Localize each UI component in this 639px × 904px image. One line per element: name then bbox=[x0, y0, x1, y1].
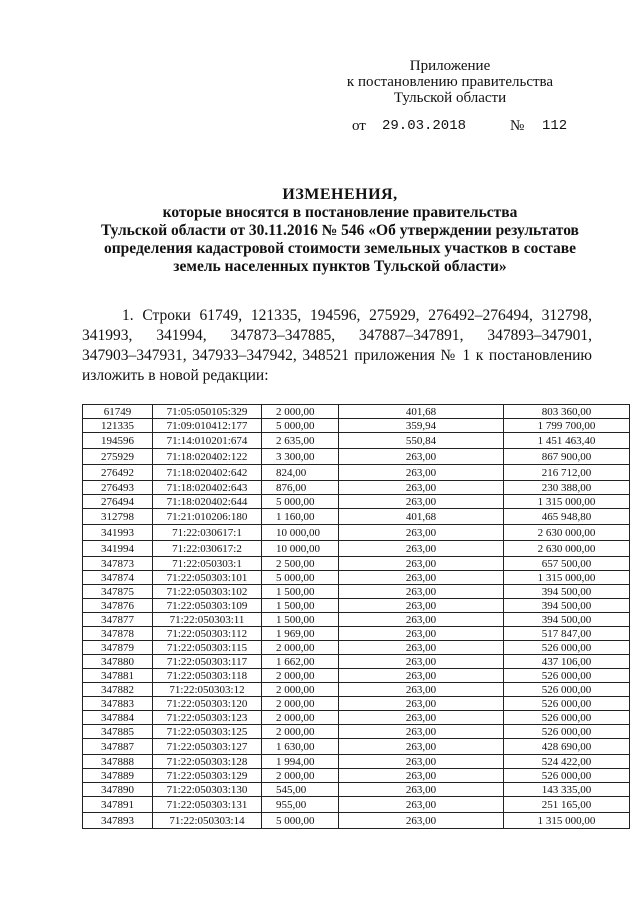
cadastral-number-cell: 71:22:050303:131 bbox=[153, 797, 262, 813]
area-cell: 1 969,00 bbox=[262, 627, 339, 641]
row-id-cell: 347893 bbox=[83, 813, 153, 829]
table-row bbox=[83, 571, 630, 585]
cadastral-value-cell: 2 630 000,00 bbox=[504, 525, 630, 541]
specific-value-cell: 550,84 bbox=[339, 433, 504, 449]
cadastral-number-cell: 71:22:050303:1 bbox=[153, 557, 262, 571]
specific-value-cell: 263,00 bbox=[339, 655, 504, 669]
cadastral-value-cell: 394 500,00 bbox=[504, 613, 630, 627]
area-cell: 2 000,00 bbox=[262, 769, 339, 783]
area-cell: 3 300,00 bbox=[262, 449, 339, 465]
specific-value-cell: 263,00 bbox=[339, 711, 504, 725]
cadastral-number-cell: 71:22:050303:115 bbox=[153, 641, 262, 655]
area-cell: 1 500,00 bbox=[262, 599, 339, 613]
appendix-line: Приложение bbox=[409, 58, 491, 74]
area-cell: 5 000,00 bbox=[262, 495, 339, 509]
area-cell: 10 000,00 bbox=[262, 525, 339, 541]
cadastral-number-cell: 71:18:020402:642 bbox=[153, 465, 262, 481]
cadastral-value-cell: 2 630 000,00 bbox=[504, 541, 630, 557]
table-row bbox=[83, 711, 630, 725]
row-id-cell: 347888 bbox=[83, 755, 153, 769]
cadastral-value-cell: 394 500,00 bbox=[504, 585, 630, 599]
table-row bbox=[83, 613, 630, 627]
cadastral-number-cell: 71:09:010412:177 bbox=[153, 419, 262, 433]
cadastral-number-cell: 71:22:050303:120 bbox=[153, 697, 262, 711]
cadastral-number-cell: 71:22:030617:1 bbox=[153, 525, 262, 541]
cadastral-value-cell: 216 712,00 bbox=[504, 465, 630, 481]
cadastral-value-cell: 526 000,00 bbox=[504, 683, 630, 697]
row-id-cell: 347875 bbox=[83, 585, 153, 599]
cadastral-value-cell: 526 000,00 bbox=[504, 669, 630, 683]
cadastral-number-cell: 71:18:020402:122 bbox=[153, 449, 262, 465]
cadastral-value-cell: 394 500,00 bbox=[504, 599, 630, 613]
cadastral-value-cell: 526 000,00 bbox=[504, 769, 630, 783]
specific-value-cell: 263,00 bbox=[339, 739, 504, 755]
row-id-cell: 276492 bbox=[83, 465, 153, 481]
area-cell: 876,00 bbox=[262, 481, 339, 495]
specific-value-cell: 263,00 bbox=[339, 557, 504, 571]
area-cell: 1 160,00 bbox=[262, 509, 339, 525]
appendix-line: к постановлению правительства bbox=[346, 74, 554, 90]
area-cell: 1 500,00 bbox=[262, 585, 339, 599]
area-cell: 824,00 bbox=[262, 465, 339, 481]
table-row bbox=[83, 433, 630, 449]
specific-value-cell: 263,00 bbox=[339, 541, 504, 557]
amendment-paragraph bbox=[82, 306, 592, 386]
cadastral-number-cell: 71:22:050303:109 bbox=[153, 599, 262, 613]
row-id-cell: 347890 bbox=[83, 783, 153, 797]
specific-value-cell: 263,00 bbox=[339, 683, 504, 697]
cadastral-number-cell: 71:18:020402:644 bbox=[153, 495, 262, 509]
table-row bbox=[83, 449, 630, 465]
title-line: определения кадастровой стоимости земельных участков в составе bbox=[103, 240, 577, 257]
area-cell: 1 662,00 bbox=[262, 655, 339, 669]
cadastral-number-cell: 71:22:050303:118 bbox=[153, 669, 262, 683]
table-row bbox=[83, 465, 630, 481]
table-row bbox=[83, 585, 630, 599]
cadastral-number-cell: 71:22:050303:130 bbox=[153, 783, 262, 797]
specific-value-cell: 263,00 bbox=[339, 813, 504, 829]
area-cell: 5 000,00 bbox=[262, 571, 339, 585]
table-row bbox=[83, 525, 630, 541]
area-cell: 2 000,00 bbox=[262, 711, 339, 725]
row-id-cell: 347880 bbox=[83, 655, 153, 669]
paragraph-line: 341993, 341994, 347873–347885, 347887–347891, 347893–347901, bbox=[82, 327, 592, 344]
table-row bbox=[83, 739, 630, 755]
number-sign: № bbox=[510, 118, 525, 134]
row-id-cell: 347883 bbox=[83, 697, 153, 711]
cadastral-value-cell: 251 165,00 bbox=[504, 797, 630, 813]
cadastral-value-cell: 526 000,00 bbox=[504, 725, 630, 739]
area-cell: 2 000,00 bbox=[262, 669, 339, 683]
specific-value-cell: 359,94 bbox=[339, 419, 504, 433]
cadastral-number-cell: 71:22:050303:123 bbox=[153, 711, 262, 725]
cadastral-value-cell: 428 690,00 bbox=[504, 739, 630, 755]
table-row bbox=[83, 599, 630, 613]
row-id-cell: 347889 bbox=[83, 769, 153, 783]
area-cell: 1 500,00 bbox=[262, 613, 339, 627]
area-cell: 2 000,00 bbox=[262, 725, 339, 739]
cadastral-number-cell: 71:22:030617:2 bbox=[153, 541, 262, 557]
title-line: земель населенных пунктов Тульской области» bbox=[173, 258, 507, 275]
title-line: которые вносятся в постановление правительства bbox=[162, 204, 518, 221]
area-cell: 2 635,00 bbox=[262, 433, 339, 449]
cadastral-value-cell: 1 799 700,00 bbox=[504, 419, 630, 433]
row-id-cell: 347882 bbox=[83, 683, 153, 697]
cadastral-number-cell: 71:22:050303:128 bbox=[153, 755, 262, 769]
area-cell: 2 000,00 bbox=[262, 683, 339, 697]
area-cell: 10 000,00 bbox=[262, 541, 339, 557]
table-row bbox=[83, 755, 630, 769]
cadastral-value-cell: 657 500,00 bbox=[504, 557, 630, 571]
cadastral-number-cell: 71:14:010201:674 bbox=[153, 433, 262, 449]
row-id-cell: 347877 bbox=[83, 613, 153, 627]
table-row bbox=[83, 509, 630, 525]
specific-value-cell: 263,00 bbox=[339, 613, 504, 627]
table-row bbox=[83, 783, 630, 797]
row-id-cell: 121335 bbox=[83, 419, 153, 433]
specific-value-cell: 263,00 bbox=[339, 525, 504, 541]
cadastral-value-cell: 526 000,00 bbox=[504, 711, 630, 725]
cadastral-number-cell: 71:22:050303:101 bbox=[153, 571, 262, 585]
paragraph-line: изложить в новой редакции: bbox=[82, 367, 269, 384]
cadastral-number-cell: 71:22:050303:125 bbox=[153, 725, 262, 739]
decree-date: 29.03.2018 bbox=[382, 118, 467, 134]
row-id-cell: 341993 bbox=[83, 525, 153, 541]
area-cell: 5 000,00 bbox=[262, 419, 339, 433]
area-cell: 2 000,00 bbox=[262, 405, 339, 419]
cadastral-value-cell: 465 948,80 bbox=[504, 509, 630, 525]
row-id-cell: 347874 bbox=[83, 571, 153, 585]
title-heading: ИЗМЕНЕНИЯ, bbox=[282, 186, 398, 203]
row-id-cell: 276494 bbox=[83, 495, 153, 509]
table-row bbox=[83, 641, 630, 655]
row-id-cell: 347881 bbox=[83, 669, 153, 683]
cadastral-number-cell: 71:22:050303:127 bbox=[153, 739, 262, 755]
table-row bbox=[83, 669, 630, 683]
appendix-block bbox=[300, 58, 600, 106]
area-cell: 2 000,00 bbox=[262, 641, 339, 655]
table-row bbox=[83, 769, 630, 783]
appendix-line: Тульской области bbox=[393, 90, 507, 106]
row-id-cell: 347887 bbox=[83, 739, 153, 755]
area-cell: 1 630,00 bbox=[262, 739, 339, 755]
specific-value-cell: 263,00 bbox=[339, 599, 504, 613]
area-cell: 545,00 bbox=[262, 783, 339, 797]
cadastral-value-cell: 526 000,00 bbox=[504, 697, 630, 711]
specific-value-cell: 263,00 bbox=[339, 797, 504, 813]
row-id-cell: 347876 bbox=[83, 599, 153, 613]
area-cell: 1 994,00 bbox=[262, 755, 339, 769]
cadastral-number-cell: 71:22:050303:14 bbox=[153, 813, 262, 829]
area-cell: 2 000,00 bbox=[262, 697, 339, 711]
table-row bbox=[83, 683, 630, 697]
table-row bbox=[83, 813, 630, 829]
cadastral-number-cell: 71:22:050303:117 bbox=[153, 655, 262, 669]
row-id-cell: 194596 bbox=[83, 433, 153, 449]
cadastral-number-cell: 71:22:050303:11 bbox=[153, 613, 262, 627]
cadastral-value-cell: 437 106,00 bbox=[504, 655, 630, 669]
table-row bbox=[83, 627, 630, 641]
table-row bbox=[83, 557, 630, 571]
cadastral-value-cell: 517 847,00 bbox=[504, 627, 630, 641]
row-id-cell: 347873 bbox=[83, 557, 153, 571]
cadastral-value-cell: 230 388,00 bbox=[504, 481, 630, 495]
specific-value-cell: 263,00 bbox=[339, 495, 504, 509]
specific-value-cell: 401,68 bbox=[339, 405, 504, 419]
table-row bbox=[83, 405, 630, 419]
specific-value-cell: 263,00 bbox=[339, 783, 504, 797]
row-id-cell: 347885 bbox=[83, 725, 153, 739]
specific-value-cell: 263,00 bbox=[339, 725, 504, 739]
cadastral-value-cell: 524 422,00 bbox=[504, 755, 630, 769]
cadastral-value-cell: 526 000,00 bbox=[504, 641, 630, 655]
cadastral-number-cell: 71:22:050303:102 bbox=[153, 585, 262, 599]
table-row bbox=[83, 481, 630, 495]
cadastral-number-cell: 71:05:050105:329 bbox=[153, 405, 262, 419]
specific-value-cell: 263,00 bbox=[339, 769, 504, 783]
cadastral-number-cell: 71:22:050303:129 bbox=[153, 769, 262, 783]
cadastral-value-cell: 143 335,00 bbox=[504, 783, 630, 797]
specific-value-cell: 263,00 bbox=[339, 481, 504, 495]
cadastral-value-cell: 1 315 000,00 bbox=[504, 495, 630, 509]
row-id-cell: 275929 bbox=[83, 449, 153, 465]
row-id-cell: 341994 bbox=[83, 541, 153, 557]
table-row bbox=[83, 495, 630, 509]
document-title bbox=[90, 186, 590, 276]
specific-value-cell: 263,00 bbox=[339, 465, 504, 481]
specific-value-cell: 263,00 bbox=[339, 627, 504, 641]
row-id-cell: 312798 bbox=[83, 509, 153, 525]
decree-reference bbox=[352, 118, 592, 135]
area-cell: 5 000,00 bbox=[262, 813, 339, 829]
decree-number: 112 bbox=[542, 118, 568, 134]
specific-value-cell: 263,00 bbox=[339, 755, 504, 769]
paragraph-line: 347903–347931, 347933–347942, 348521 приложения № 1 к постановлению bbox=[82, 347, 592, 364]
specific-value-cell: 263,00 bbox=[339, 641, 504, 655]
land-plots-table bbox=[82, 404, 630, 829]
row-id-cell: 347878 bbox=[83, 627, 153, 641]
table-row bbox=[83, 797, 630, 813]
from-label: от bbox=[352, 118, 366, 134]
title-line: Тульской области от 30.11.2016 № 546 «Об утверждении результатов bbox=[101, 222, 579, 239]
table-row bbox=[83, 419, 630, 433]
area-cell: 955,00 bbox=[262, 797, 339, 813]
paragraph-line: 1. Строки 61749, 121335, 194596, 275929, 276492–276494, 312798, bbox=[122, 307, 592, 324]
row-id-cell: 347884 bbox=[83, 711, 153, 725]
specific-value-cell: 263,00 bbox=[339, 669, 504, 683]
specific-value-cell: 263,00 bbox=[339, 697, 504, 711]
cadastral-number-cell: 71:21:010206:180 bbox=[153, 509, 262, 525]
row-id-cell: 347891 bbox=[83, 797, 153, 813]
cadastral-number-cell: 71:18:020402:643 bbox=[153, 481, 262, 495]
specific-value-cell: 263,00 bbox=[339, 585, 504, 599]
table-row bbox=[83, 655, 630, 669]
table-row bbox=[83, 697, 630, 711]
table-row bbox=[83, 725, 630, 739]
table-row bbox=[83, 541, 630, 557]
row-id-cell: 347879 bbox=[83, 641, 153, 655]
cadastral-value-cell: 1 315 000,00 bbox=[504, 813, 630, 829]
cadastral-number-cell: 71:22:050303:12 bbox=[153, 683, 262, 697]
row-id-cell: 61749 bbox=[83, 405, 153, 419]
cadastral-value-cell: 1 451 463,40 bbox=[504, 433, 630, 449]
cadastral-value-cell: 803 360,00 bbox=[504, 405, 630, 419]
specific-value-cell: 263,00 bbox=[339, 449, 504, 465]
row-id-cell: 276493 bbox=[83, 481, 153, 495]
specific-value-cell: 263,00 bbox=[339, 571, 504, 585]
specific-value-cell: 401,68 bbox=[339, 509, 504, 525]
cadastral-value-cell: 1 315 000,00 bbox=[504, 571, 630, 585]
cadastral-number-cell: 71:22:050303:112 bbox=[153, 627, 262, 641]
cadastral-value-cell: 867 900,00 bbox=[504, 449, 630, 465]
area-cell: 2 500,00 bbox=[262, 557, 339, 571]
